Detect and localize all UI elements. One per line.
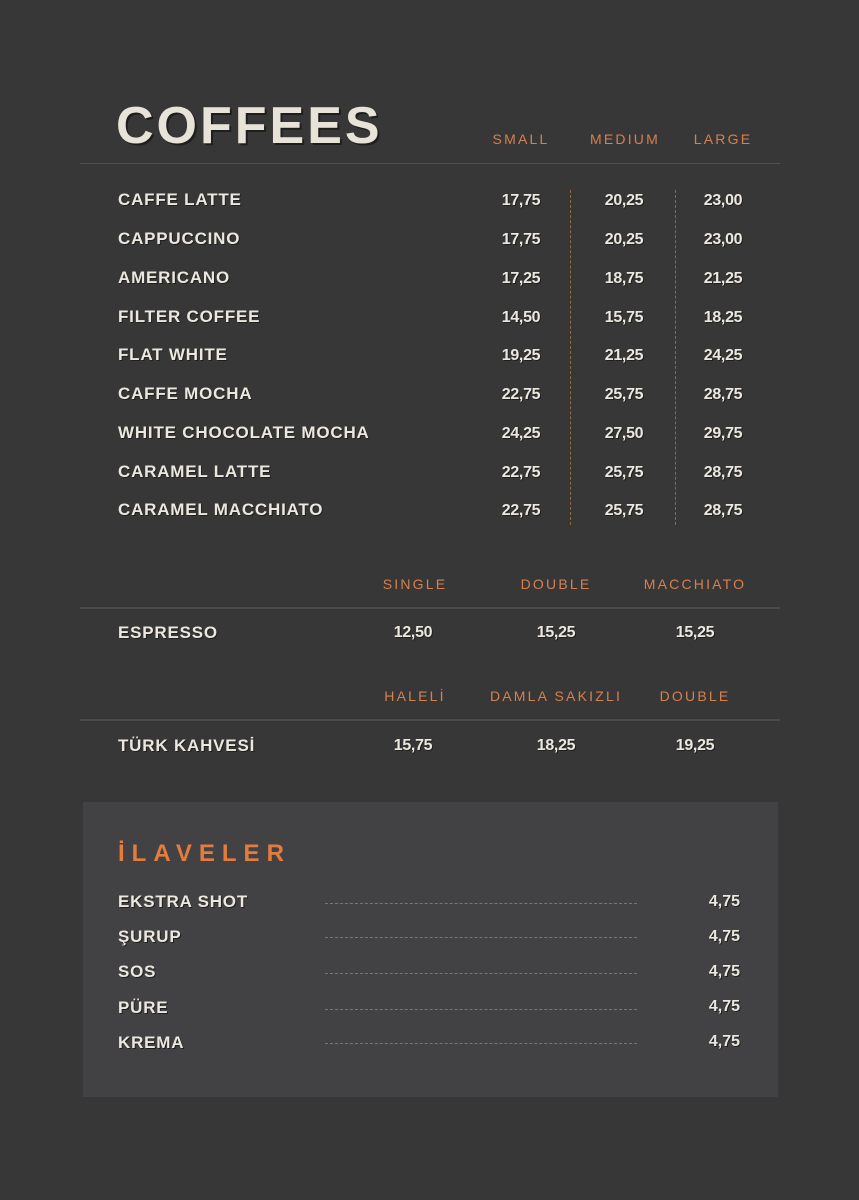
price-large: 18,25 [703,309,743,326]
addon-name: PÜRE [118,998,169,1017]
item-name: ESPRESSO [118,623,218,642]
addons-title: İLAVELER [118,840,291,867]
price-small: 14,50 [501,309,541,326]
column-header-damla-sakizli: DAMLA SAKIZLI [489,688,623,704]
column-header-double: DOUBLE [520,576,592,592]
price-single: 12,50 [393,624,433,641]
item-name: TÜRK KAHVESİ [118,736,256,755]
price-medium: 25,75 [604,502,644,519]
price-large: 23,00 [703,192,743,209]
price-large: 24,25 [703,347,743,364]
price-small: 22,75 [501,502,541,519]
item-name: FLAT WHITE [118,345,228,364]
turkish-divider [80,719,780,721]
price-large: 23,00 [703,231,743,248]
dotted-leader [325,937,637,938]
price-large: 28,75 [703,386,743,403]
price-large: 29,75 [703,425,743,442]
price-damla-sakizli: 18,25 [536,737,576,754]
price-medium: 25,75 [604,464,644,481]
item-name: CAPPUCCINO [118,229,241,248]
addon-name: EKSTRA SHOT [118,892,249,911]
price-double: 15,25 [536,624,576,641]
column-header-haleli: HALELİ [384,688,446,704]
price-medium: 25,75 [604,386,644,403]
column-header-single: SINGLE [382,576,448,592]
column-divider [570,190,571,525]
price-small: 17,75 [501,192,541,209]
price-macchiato: 15,25 [675,624,715,641]
addon-price: 4,75 [708,1033,740,1050]
column-divider [675,190,676,525]
price-large: 28,75 [703,502,743,519]
column-header-large: LARGE [693,131,753,147]
price-medium: 20,25 [604,192,644,209]
header-divider [80,163,780,164]
price-medium: 27,50 [604,425,644,442]
addon-price: 4,75 [708,998,740,1015]
price-small: 19,25 [501,347,541,364]
column-header-double: DOUBLE [659,688,731,704]
price-medium: 21,25 [604,347,644,364]
addon-name: SOS [118,962,157,981]
price-small: 22,75 [501,386,541,403]
espresso-divider [80,607,780,609]
price-small: 17,75 [501,231,541,248]
column-header-small: SMALL [492,131,550,147]
item-name: WHITE CHOCOLATE MOCHA [118,423,370,442]
page-title: COFFEES [116,97,383,155]
dotted-leader [325,1009,637,1010]
item-name: CAFFE MOCHA [118,384,253,403]
price-haleli: 15,75 [393,737,433,754]
price-medium: 20,25 [604,231,644,248]
item-name: CAFFE LATTE [118,190,242,209]
price-large: 28,75 [703,464,743,481]
dotted-leader [325,1043,637,1044]
price-medium: 18,75 [604,270,644,287]
dotted-leader [325,903,637,904]
column-header-macchiato: MACCHIATO [643,576,747,592]
addon-price: 4,75 [708,928,740,945]
item-name: CARAMEL LATTE [118,462,272,481]
addon-price: 4,75 [708,893,740,910]
dotted-leader [325,973,637,974]
addon-name: ŞURUP [118,927,182,946]
price-small: 22,75 [501,464,541,481]
item-name: FILTER COFFEE [118,307,261,326]
addon-name: KREMA [118,1033,185,1052]
item-name: AMERICANO [118,268,231,287]
price-small: 17,25 [501,270,541,287]
addon-price: 4,75 [708,963,740,980]
item-name: CARAMEL MACCHIATO [118,500,324,519]
column-header-medium: MEDIUM [590,131,660,147]
price-medium: 15,75 [604,309,644,326]
price-large: 21,25 [703,270,743,287]
price-small: 24,25 [501,425,541,442]
price-double: 19,25 [675,737,715,754]
